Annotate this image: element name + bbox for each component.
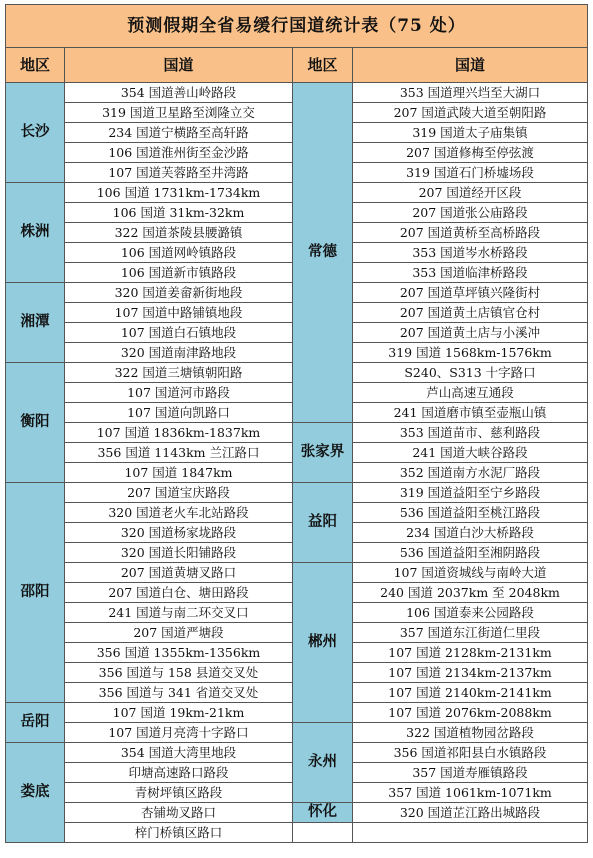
road-cell: 杏铺坳叉路口 xyxy=(65,803,293,823)
road-cell: 207 国道草坪镇兴隆街村 xyxy=(353,283,588,303)
road-cell: S240、S313 十字路口 xyxy=(353,363,588,383)
road-cell: 356 国道 1143km 兰江路口 xyxy=(65,443,293,463)
road-cell: 240 国道 2037km 至 2048km xyxy=(353,583,588,603)
col-header-left-region: 地区 xyxy=(6,48,65,83)
road-cell: 357 国道寿雁镇路段 xyxy=(353,763,588,783)
road-cell: 107 国道资城线与南岭大道 xyxy=(353,563,588,583)
road-cell: 梓门桥镇区路口 xyxy=(65,823,293,843)
road-cell: 207 国道张公庙路段 xyxy=(353,203,588,223)
road-cell: 106 国道淮州街至金沙路 xyxy=(65,143,293,163)
road-cell: 青树坪镇区路段 xyxy=(65,783,293,803)
empty-cell xyxy=(293,823,353,843)
road-cell: 107 国道芙蓉路至井湾路 xyxy=(65,163,293,183)
road-cell: 356 国道与 341 省道交叉处 xyxy=(65,683,293,703)
road-cell: 322 国道三塘镇朝阳路 xyxy=(65,363,293,383)
header-row xyxy=(6,48,588,83)
road-cell: 107 国道河市路段 xyxy=(65,383,293,403)
table-row xyxy=(6,823,588,843)
road-cell: 107 国道中路铺镇地段 xyxy=(65,303,293,323)
road-cell: 107 国道 2134km-2137km xyxy=(353,663,588,683)
page-title: 预测假期全省易缓行国道统计表（75 处） xyxy=(6,5,588,48)
road-cell: 107 国道白石镇地段 xyxy=(65,323,293,343)
region-cell: 衡阳 xyxy=(6,363,65,483)
road-cell: 107 国道 19km-21km xyxy=(65,703,293,723)
road-cell: 353 国道临津桥路段 xyxy=(353,263,588,283)
road-cell: 106 国道网岭镇路段 xyxy=(65,243,293,263)
road-cell: 107 国道 2128km-2131km xyxy=(353,643,588,663)
region-cell: 郴州 xyxy=(293,563,353,723)
road-cell: 356 国道祁阳县白水镇路段 xyxy=(353,743,588,763)
col-header-right-region: 地区 xyxy=(293,48,353,83)
col-header-right-road: 国道 xyxy=(353,48,588,83)
road-cell: 536 国道益阳至湘阴路段 xyxy=(353,543,588,563)
road-cell: 320 国道芷江路出城路段 xyxy=(353,803,588,823)
road-cell: 207 国道黄桥至高桥路段 xyxy=(353,223,588,243)
region-cell: 娄底 xyxy=(6,743,65,843)
road-cell: 207 国道修梅至停弦渡 xyxy=(353,143,588,163)
table-row xyxy=(6,83,588,103)
table-row xyxy=(6,423,588,443)
road-cell: 353 国道理兴垱至大湖口 xyxy=(353,83,588,103)
region-cell: 邵阳 xyxy=(6,483,65,703)
road-cell: 207 国道武陵大道至朝阳路 xyxy=(353,103,588,123)
road-cell: 106 国道泰来公园路段 xyxy=(353,603,588,623)
road-cell: 319 国道石门桥墟场段 xyxy=(353,163,588,183)
region-cell: 张家界 xyxy=(293,423,353,483)
region-cell: 永州 xyxy=(293,723,353,803)
region-cell: 怀化 xyxy=(293,803,353,823)
road-cell: 107 国道 1847km xyxy=(65,463,293,483)
road-cell: 354 国道善山岭路段 xyxy=(65,83,293,103)
table-row xyxy=(6,803,588,823)
road-cell: 241 国道大峡谷路段 xyxy=(353,443,588,463)
road-cell: 354 国道大湾里地段 xyxy=(65,743,293,763)
region-cell: 岳阳 xyxy=(6,703,65,743)
road-cell: 芦山高速互通段 xyxy=(353,383,588,403)
road-cell: 352 国道南方水泥厂路段 xyxy=(353,463,588,483)
road-cell: 319 国道益阳至宁乡路段 xyxy=(353,483,588,503)
table-row xyxy=(6,723,588,743)
road-cell: 320 国道南津路地段 xyxy=(65,343,293,363)
road-cell: 319 国道卫星路至浏隆立交 xyxy=(65,103,293,123)
road-cell: 357 国道东江街道仁里段 xyxy=(353,623,588,643)
road-cell: 207 国道宝庆路段 xyxy=(65,483,293,503)
road-statistics-table xyxy=(5,4,588,843)
road-cell: 320 国道老火车北站路段 xyxy=(65,503,293,523)
road-cell: 107 国道月亮湾十字路口 xyxy=(65,723,293,743)
road-cell: 107 国道 2140km-2141km xyxy=(353,683,588,703)
table-row xyxy=(6,483,588,503)
road-cell: 234 国道白沙大桥路段 xyxy=(353,523,588,543)
road-cell: 207 国道黄土店镇官仓村 xyxy=(353,303,588,323)
road-cell: 印塘高速路口路段 xyxy=(65,763,293,783)
road-cell: 207 国道严塘段 xyxy=(65,623,293,643)
road-cell: 319 国道 1568km-1576km xyxy=(353,343,588,363)
col-header-left-road: 国道 xyxy=(65,48,293,83)
road-cell: 107 国道向凯路口 xyxy=(65,403,293,423)
road-cell: 106 国道 1731km-1734km xyxy=(65,183,293,203)
road-cell: 320 国道姜畲新街地段 xyxy=(65,283,293,303)
road-cell: 356 国道 1355km-1356km xyxy=(65,643,293,663)
region-cell: 湘潭 xyxy=(6,283,65,363)
road-cell: 207 国道黄土店与小溪冲 xyxy=(353,323,588,343)
region-cell: 长沙 xyxy=(6,83,65,183)
road-cell: 357 国道 1061km-1071km xyxy=(353,783,588,803)
road-cell: 356 国道与 158 县道交叉处 xyxy=(65,663,293,683)
road-cell: 241 国道磨市镇至壶瓶山镇 xyxy=(353,403,588,423)
road-cell: 241 国道与南二环交叉口 xyxy=(65,603,293,623)
road-cell: 207 国道白仓、塘田路段 xyxy=(65,583,293,603)
title-row xyxy=(6,5,588,48)
road-cell: 107 国道 1836km-1837km xyxy=(65,423,293,443)
road-cell: 322 国道植物园岔路段 xyxy=(353,723,588,743)
road-cell: 106 国道 31km-32km xyxy=(65,203,293,223)
road-cell: 353 国道岑水桥路段 xyxy=(353,243,588,263)
road-cell: 322 国道茶陵县腰潞镇 xyxy=(65,223,293,243)
region-cell: 株洲 xyxy=(6,183,65,283)
road-cell: 353 国道苗市、慈利路段 xyxy=(353,423,588,443)
region-cell: 益阳 xyxy=(293,483,353,563)
region-cell: 常德 xyxy=(293,83,353,423)
road-cell: 107 国道 2076km-2088km xyxy=(353,703,588,723)
road-cell: 106 国道新市镇路段 xyxy=(65,263,293,283)
road-cell: 320 国道长阳铺路段 xyxy=(65,543,293,563)
road-cell: 319 国道太子庙集镇 xyxy=(353,123,588,143)
road-cell: 536 国道益阳至桃江路段 xyxy=(353,503,588,523)
road-cell: 320 国道杨家垅路段 xyxy=(65,523,293,543)
empty-cell xyxy=(353,823,588,843)
road-cell: 207 国道经开区段 xyxy=(353,183,588,203)
road-cell: 234 国道宁横路至高轩路 xyxy=(65,123,293,143)
road-cell: 207 国道黄塘叉路口 xyxy=(65,563,293,583)
table-row xyxy=(6,563,588,583)
